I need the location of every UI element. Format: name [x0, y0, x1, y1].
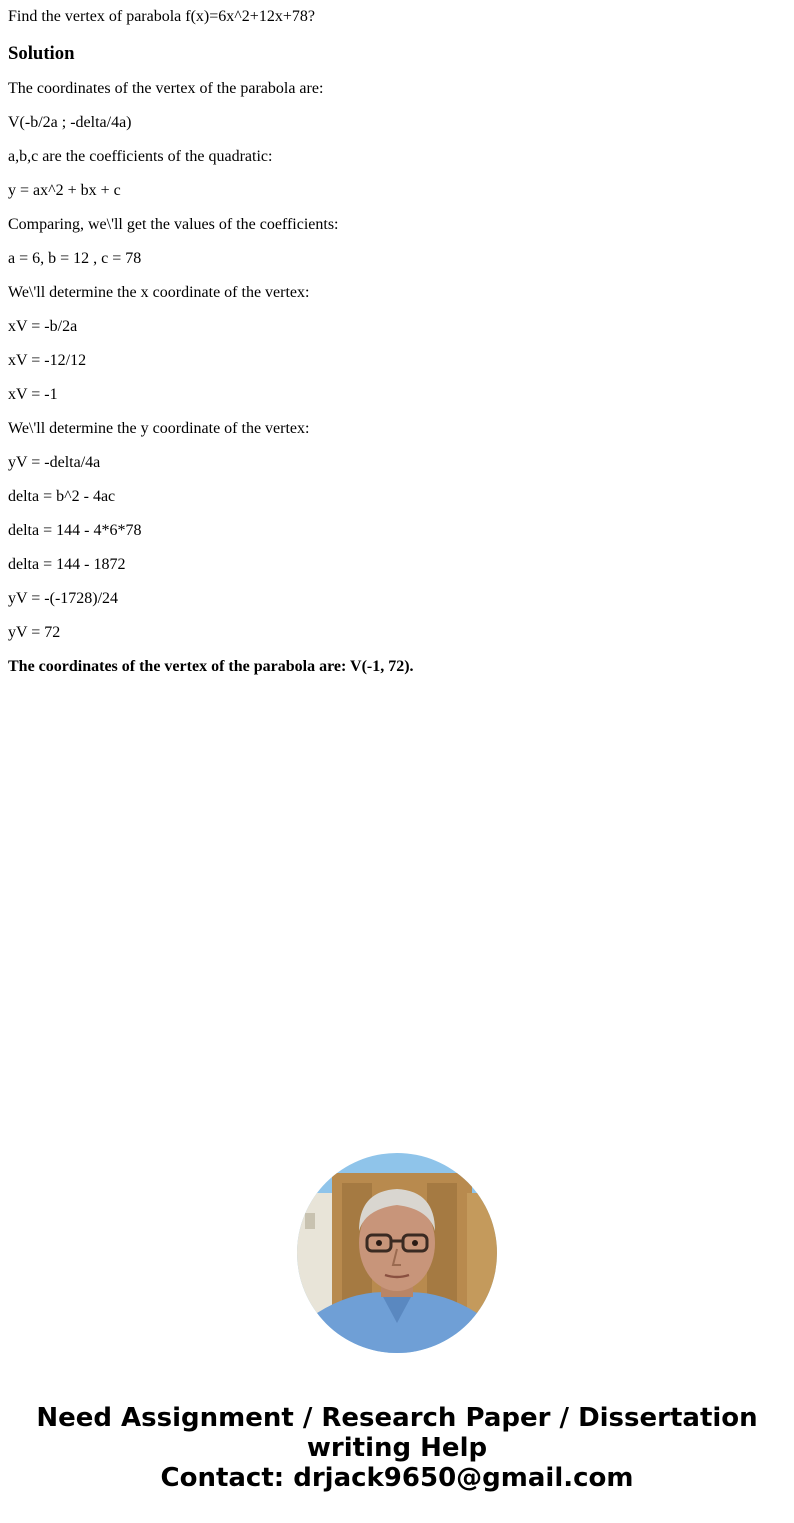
solution-step: a,b,c are the coefficients of the quadratic: — [8, 148, 273, 165]
conclusion-text: The coordinates of the vertex of the parabola are: V(-1, 72). — [8, 658, 414, 675]
solution-steps — [8, 79, 786, 691]
solution-step: We\'ll determine the x coordinate of the vertex: — [8, 284, 310, 301]
promo-banner — [0, 1403, 794, 1493]
author-photo — [297, 1153, 497, 1353]
solution-document — [8, 0, 786, 691]
solution-step: yV = -(-1728)/24 — [8, 590, 119, 607]
solution-step: xV = -b/2a — [8, 318, 78, 335]
question-text: Find the vertex of parabola f(x)=6x^2+12x+78? — [8, 8, 315, 25]
solution-step: xV = -1 — [8, 386, 58, 403]
solution-step: xV = -12/12 — [8, 352, 87, 369]
solution-step: V(-b/2a ; -delta/4a) — [8, 114, 132, 131]
solution-step: yV = 72 — [8, 624, 61, 641]
promo-line: Need Assignment / Research Paper / Dissertation — [36, 1403, 758, 1433]
solution-step: delta = 144 - 4*6*78 — [8, 522, 142, 539]
solution-step: yV = -delta/4a — [8, 454, 101, 471]
solution-step: delta = 144 - 1872 — [8, 556, 126, 573]
solution-step: The coordinates of the vertex of the parabola are: — [8, 80, 324, 97]
solution-step: a = 6, b = 12 , c = 78 — [8, 250, 142, 267]
solution-step: y = ax^2 + bx + c — [8, 182, 121, 199]
promo-contact: Contact: drjack9650@gmail.com — [160, 1463, 634, 1493]
solution-heading: Solution — [8, 43, 75, 64]
promo-line: writing Help — [306, 1433, 488, 1463]
solution-step: We\'ll determine the y coordinate of the vertex: — [8, 420, 310, 437]
solution-step: Comparing, we\'ll get the values of the coefficients: — [8, 216, 339, 233]
solution-step: delta = b^2 - 4ac — [8, 488, 116, 505]
